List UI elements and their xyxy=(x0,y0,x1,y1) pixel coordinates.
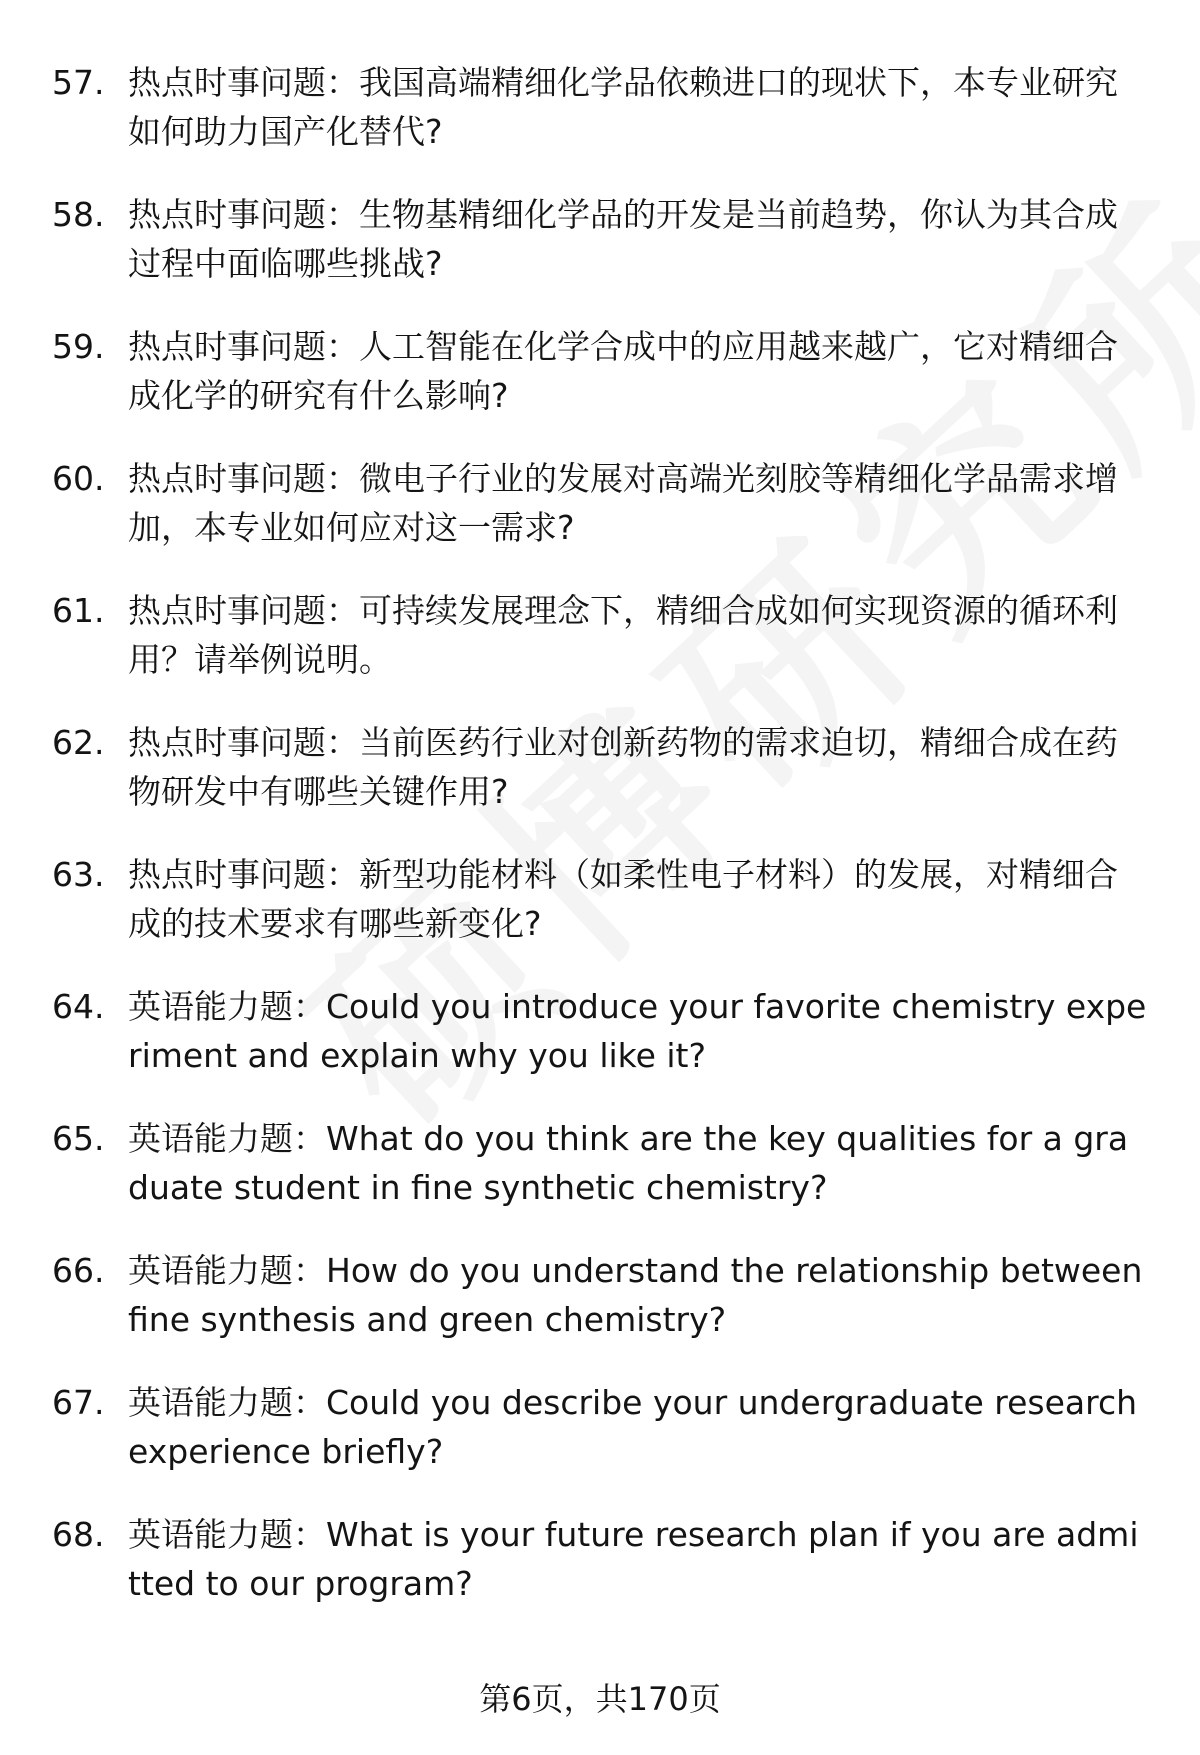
question-body: What do you think are the key qualities for a graduate student in fine synthetic chemistry? xyxy=(128,1119,1129,1207)
question-number: 64. xyxy=(52,987,105,1026)
question-item xyxy=(0,718,1200,850)
question-number: 67. xyxy=(52,1383,105,1422)
question-category: 英语能力题： xyxy=(128,1251,326,1290)
question-item xyxy=(0,850,1200,982)
question-category: 英语能力题： xyxy=(128,987,326,1026)
question-body: Could you introduce your favorite chemistry experiment and explain why you like it? xyxy=(128,987,1147,1075)
question-item xyxy=(0,1246,1200,1378)
question-body: 当前医药行业对创新药物的需求迫切，精细合成在药物研发中有哪些关键作用? xyxy=(128,723,1118,811)
question-body: 可持续发展理念下，精细合成如何实现资源的循环利用？请举例说明。 xyxy=(128,591,1118,679)
question-item xyxy=(0,454,1200,586)
question-item xyxy=(0,982,1200,1114)
question-number: 63. xyxy=(52,855,105,894)
question-category: 热点时事问题： xyxy=(128,723,359,762)
question-body: 生物基精细化学品的开发是当前趋势，你认为其合成过程中面临哪些挑战? xyxy=(128,195,1118,283)
question-text xyxy=(128,850,1148,948)
question-category: 热点时事问题： xyxy=(128,459,359,498)
question-number: 65. xyxy=(52,1119,105,1158)
question-category: 英语能力题： xyxy=(128,1383,326,1422)
question-text xyxy=(128,1114,1148,1212)
question-item xyxy=(0,586,1200,718)
question-item xyxy=(0,1510,1200,1642)
question-number: 58. xyxy=(52,195,105,234)
question-category: 热点时事问题： xyxy=(128,855,359,894)
question-body: 新型功能材料（如柔性电子材料）的发展，对精细合成的技术要求有哪些新变化? xyxy=(128,855,1118,943)
question-text xyxy=(128,1510,1148,1608)
question-number: 68. xyxy=(52,1515,105,1554)
question-number: 59. xyxy=(52,327,105,366)
question-body: 微电子行业的发展对高端光刻胶等精细化学品需求增加，本专业如何应对这一需求? xyxy=(128,459,1118,547)
question-number: 62. xyxy=(52,723,105,762)
question-text xyxy=(128,982,1148,1080)
question-category: 热点时事问题： xyxy=(128,63,359,102)
question-body: Could you describe your undergraduate research experience briefly? xyxy=(128,1383,1138,1471)
question-text xyxy=(128,190,1148,288)
question-text xyxy=(128,1246,1148,1344)
question-number: 60. xyxy=(52,459,105,498)
question-text xyxy=(128,454,1148,552)
question-text xyxy=(128,322,1148,420)
question-item xyxy=(0,190,1200,322)
question-category: 热点时事问题： xyxy=(128,195,359,234)
question-body: 人工智能在化学合成中的应用越来越广，它对精细合成化学的研究有什么影响? xyxy=(128,327,1118,415)
question-category: 热点时事问题： xyxy=(128,591,359,630)
question-item xyxy=(0,1114,1200,1246)
question-text xyxy=(128,58,1148,156)
question-list xyxy=(0,58,1200,1642)
question-number: 61. xyxy=(52,591,105,630)
question-item xyxy=(0,58,1200,190)
question-number: 57. xyxy=(52,63,105,102)
question-category: 英语能力题： xyxy=(128,1515,326,1554)
page-footer: 第6页，共170页 xyxy=(479,1680,721,1718)
question-item xyxy=(0,1378,1200,1510)
question-body: How do you understand the relationship between fine synthesis and green chemistry? xyxy=(128,1251,1143,1339)
question-body: 我国高端精细化学品依赖进口的现状下，本专业研究如何助力国产化替代? xyxy=(128,63,1118,151)
question-text xyxy=(128,718,1148,816)
question-text xyxy=(128,586,1148,684)
question-body: What is your future research plan if you are admitted to our program? xyxy=(128,1515,1139,1603)
question-item xyxy=(0,322,1200,454)
question-category: 热点时事问题： xyxy=(128,327,359,366)
question-number: 66. xyxy=(52,1251,105,1290)
question-category: 英语能力题： xyxy=(128,1119,326,1158)
question-text xyxy=(128,1378,1148,1476)
